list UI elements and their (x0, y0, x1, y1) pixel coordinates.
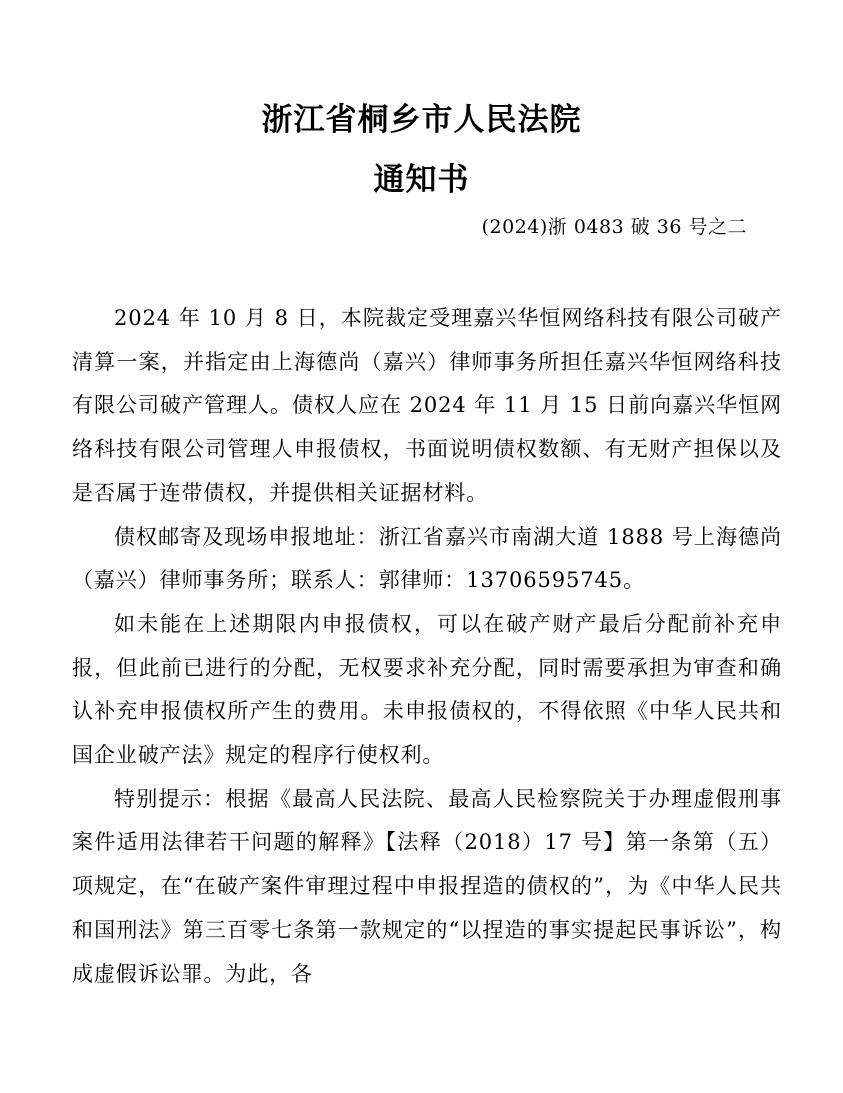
paragraph-special-notice: 特别提示：根据《最高人民法院、最高人民检察院关于办理虚假刑事案件适用法律若干问题的解释》【法释（2018）17 号】第一条第（五）项规定，在“在破产案件审理过程中申报捏造的债权的”，为《中华人民共和国刑法》第三百零七条第一款规定的“以捏造的事实提起民事诉讼”，构成虚假诉讼罪。为此，各 (72, 786, 782, 986)
notice-body (72, 297, 782, 996)
paragraph-acceptance: 2024 年 10 月 8 日，本院裁定受理嘉兴华恒网络科技有限公司破产清算一案，并指定由上海德尚（嘉兴）律师事务所担任嘉兴华恒网络科技有限公司破产管理人。债权人应在 2024 年 11 月 15 日前向嘉兴华恒网络科技有限公司管理人申报债权，书面说明债权数额、有无财产担保以及是否属于连带债权，并提供相关证据材料。 (72, 306, 782, 505)
document-type-heading: 通知书 (373, 162, 470, 198)
paragraph-address: 债权邮寄及现场申报地址：浙江省嘉兴市南湖大道 1888 号上海德尚（嘉兴）律师事务所；联系人：郭律师：13706595745。 (72, 524, 782, 593)
court-name-heading: 浙江省桐乡市人民法院 (261, 102, 582, 138)
paragraph-late-claims: 如未能在上述期限内申报债权，可以在破产财产最后分配前补充申报，但此前已进行的分配，无权要求补充分配，同时需要承担为审查和确认补充申报债权所产生的费用。未申报债权的，不得依照《中华人民共和国企业破产法》规定的程序行使权利。 (72, 611, 782, 768)
case-number: (2024)浙 0483 破 36 号之二 (481, 216, 747, 238)
